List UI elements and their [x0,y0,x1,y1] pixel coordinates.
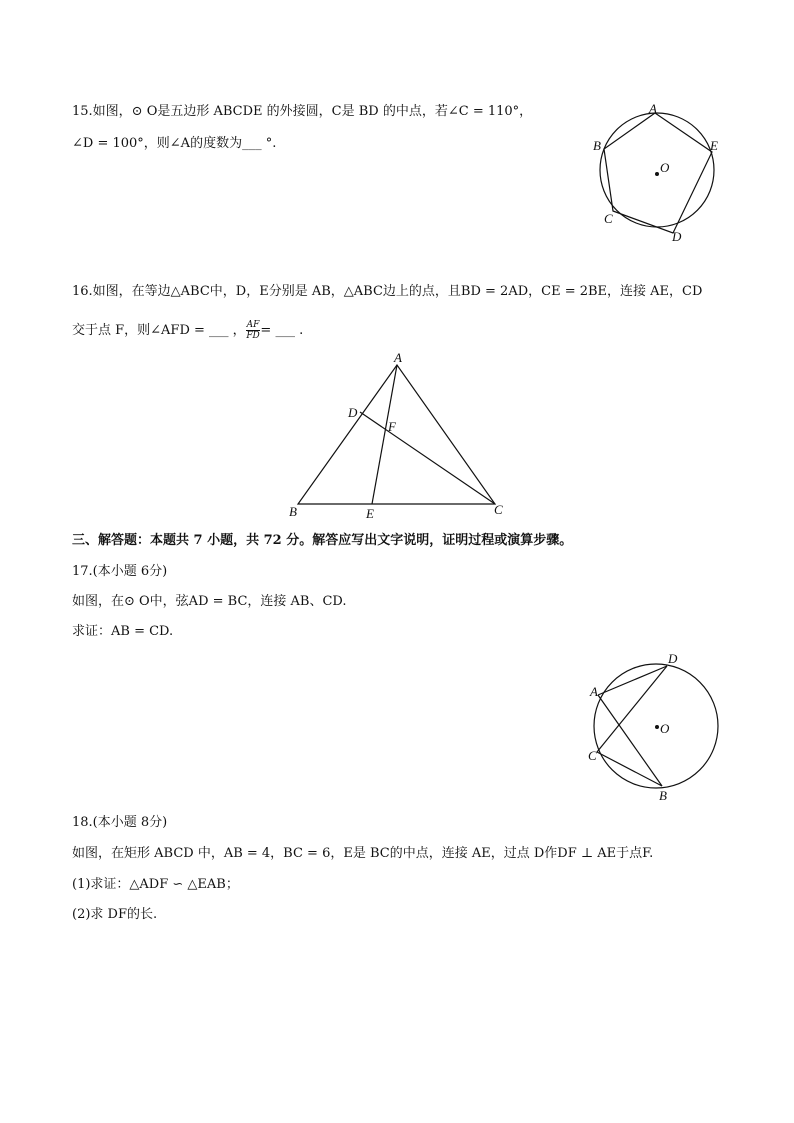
q17-label-c: C [588,748,597,763]
q17-chord-bc [597,752,662,786]
q16-label-a: A [394,350,402,365]
q18-title: 18.(本小题 8分) [72,815,168,830]
q16-frac-den: FD [246,331,260,341]
q15-center-point [655,172,659,176]
q17-center-point [655,725,659,729]
q15-figure-circle-pentagon [585,98,730,248]
q16-label-d: D [348,405,358,420]
section3-heading: 三、解答题：本题共 7 小题，共 72 分。解答应写出文字说明，证明过程或演算步骤。 [72,533,573,548]
q16-line2-pre: 交于点 F，则∠AFD = ___ ， [72,323,246,338]
q15-line1: 15.如图，⊙ O是五边形 ABCDE 的外接圆，C是 BD 的中点，若∠C = 110°， [72,104,533,119]
q17-line2: 求证：AB = CD. [72,624,174,639]
q16-line1: 16.如图，在等边△ABC中，D，E分别是 AB，△ABC边上的点，且BD = 2AD，CE = 2BE，连接 AE，CD [72,284,703,299]
q15-label-b: B [593,138,601,153]
q16-line2-post: = ___ . [260,323,304,338]
q16-frac-num: AF [246,320,260,330]
q16-figure-triangle [280,345,520,525]
q15-label-o: O [660,160,670,175]
q15-label-d: D [672,229,682,244]
q15-circumcircle [600,113,714,227]
q18-line3: (2)求 DF的长. [72,907,158,922]
q17-figure-circle-chords [580,650,730,810]
q17-line1: 如图，在⊙ O中，弦AD = BC，连接 AB、CD. [72,594,347,609]
q16-fraction [246,320,261,341]
q17-label-o: O [660,721,670,736]
q17-label-d: D [668,651,678,666]
q15-label-a: A [649,101,657,116]
q17-title: 17.(本小题 6分) [72,564,168,579]
q18-line2: (1)求证：△ADF ∽ △EAB； [72,877,239,892]
q18-line1: 如图，在矩形 ABCD 中，AB = 4，BC = 6，E是 BC的中点，连接 AE，过点 D作DF ⊥ AE于点F. [72,846,654,861]
q16-label-b: B [289,504,297,519]
q16-label-c: C [494,502,503,517]
q16-label-e: E [366,506,374,521]
q15-label-c: C [604,211,613,226]
q17-label-a: A [590,684,598,699]
q15-label-e: E [710,138,718,153]
q16-line2 [72,320,303,341]
q17-label-b: B [659,788,667,803]
q16-label-f: F [388,419,396,434]
q15-line2: ∠D = 100°，则∠A的度数为___ °. [72,136,277,151]
q17-chord-ab [598,695,662,786]
q17-chord-ad [598,666,667,695]
